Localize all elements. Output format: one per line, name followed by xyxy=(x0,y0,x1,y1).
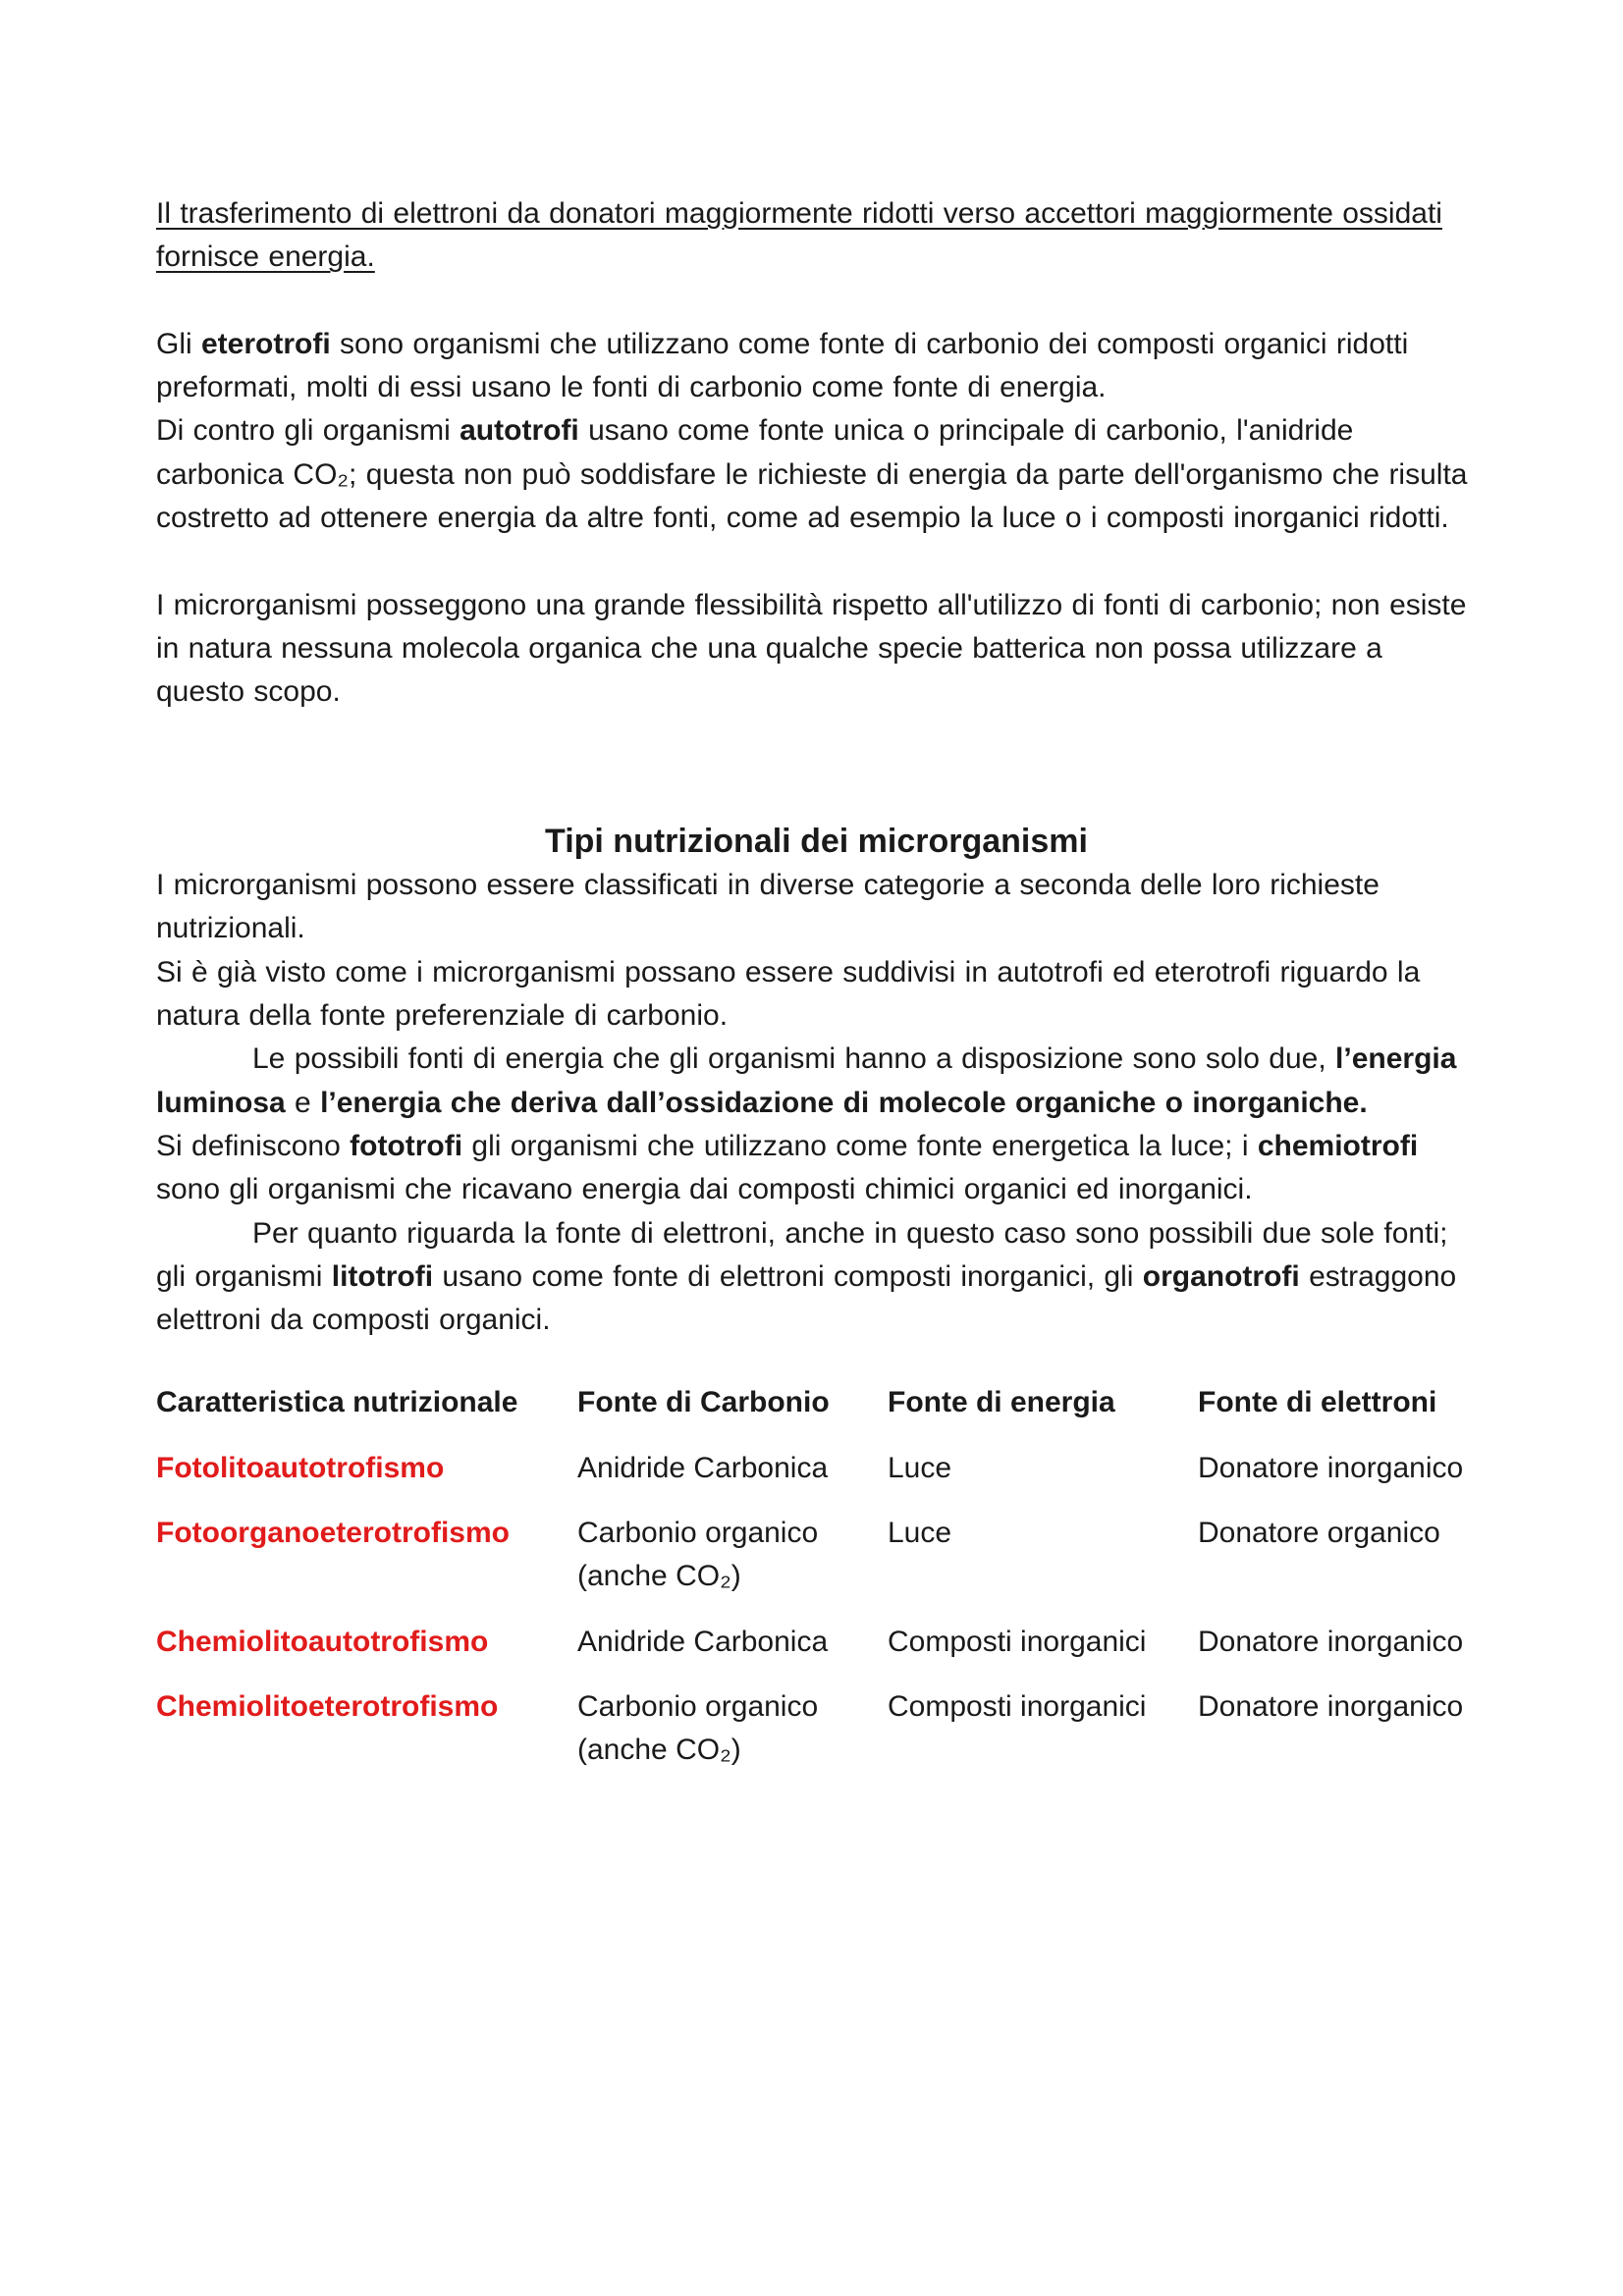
table-header-row xyxy=(156,1381,1477,1446)
carbon-source: Carbonio organico (anche CO₂) xyxy=(577,1689,819,1767)
term-autotrofi: autotrofi xyxy=(460,414,579,448)
intro-underlined-sentence: Il trasferimento di elettroni da donatori maggiormente ridotti verso accettori maggiormente ossidati fornisce energia. xyxy=(156,197,1442,274)
spacer xyxy=(156,540,1477,583)
energy-source: Luce xyxy=(888,1451,952,1484)
text-run: Gli xyxy=(156,327,201,360)
text-run: usano come fonte unica o principale di carbonio, l'anidride carbonica CO₂; questa non può soddisfare le richieste di energia da parte dell'organismo che risulta costretto ad ottenere energia da altre fonti, come ad esempio la luce o i composti inorganici ridotti. xyxy=(156,414,1468,535)
text-run: usano come fonte di elettroni composti inorganici, gli xyxy=(433,1259,1143,1293)
electron-source: Donatore organico xyxy=(1198,1517,1440,1550)
paragraph-flessibilita: I microrganismi posseggono una grande flessibilità rispetto all'utilizzo di fonti di carbonio; non esiste in natura nessuna molecola organica che una qualche specie batterica non possa utilizzare a questo scopo. xyxy=(156,588,1467,709)
table-row xyxy=(156,1621,1477,1685)
header-fonte-carbonio: Fonte di Carbonio xyxy=(577,1386,830,1419)
document-page xyxy=(156,192,1477,1794)
carbon-source: Anidride Carbonica xyxy=(577,1625,829,1658)
energy-source: Luce xyxy=(888,1517,952,1550)
carbon-source: Anidride Carbonica xyxy=(577,1451,829,1484)
nutritional-type: Fotoorganoeterotrofismo xyxy=(156,1517,510,1550)
paragraph-autotrofi xyxy=(156,409,1477,540)
nutritional-type: Fotolitoautotrofismo xyxy=(156,1451,445,1484)
text-run: gli organismi che utilizzano come fonte energetica la luce; i xyxy=(462,1129,1258,1162)
term-fototrofi: fototrofi xyxy=(350,1129,463,1162)
section-paragraph-1: I microrganismi possono essere classificati in diverse categorie a seconda delle loro richieste nutrizionali. xyxy=(156,869,1380,945)
term-energia-ossidazione: l’energia che deriva dall’ossidazione di molecole organiche o inorganiche. xyxy=(320,1086,1368,1119)
electron-source: Donatore inorganico xyxy=(1198,1625,1464,1658)
text-run: estraggono elettroni da composti organici. xyxy=(156,1259,1457,1337)
header-caratteristica: Caratteristica nutrizionale xyxy=(156,1386,518,1419)
text-run: sono organismi che utilizzano come fonte di carbonio dei composti organici ridotti preformati, molti di essi usano le fonti di carbonio come fonte di energia. xyxy=(156,327,1409,404)
header-fonte-elettroni: Fonte di elettroni xyxy=(1198,1386,1437,1419)
section-paragraph-2: Si è già visto come i microrganismi possano essere suddivisi in autotrofi ed eterotrofi riguardo la natura della fonte preferenziale di carbonio. xyxy=(156,955,1421,1033)
text-run: Per quanto riguarda la fonte di elettroni, anche in questo caso sono possibili due sole fonti; gli organismi xyxy=(156,1216,1448,1293)
table-row xyxy=(156,1685,1477,1794)
nutrition-types-table xyxy=(156,1381,1477,1793)
electron-source: Donatore inorganico xyxy=(1198,1689,1464,1723)
text-run: e xyxy=(285,1086,321,1119)
text-run: Le possibili fonti di energia che gli organismi hanno a disposizione sono solo due, xyxy=(252,1042,1336,1076)
spacer xyxy=(156,758,1477,801)
term-organotrofi: organotrofi xyxy=(1142,1259,1300,1293)
carbon-source: Carbonio organico (anche CO₂) xyxy=(577,1517,819,1593)
spacer xyxy=(156,280,1477,323)
electron-source: Donatore inorganico xyxy=(1198,1451,1464,1484)
section-title: Tipi nutrizionali dei microrganismi xyxy=(545,823,1088,861)
term-litotrofi: litotrofi xyxy=(331,1259,434,1293)
table-row xyxy=(156,1512,1477,1621)
text-run: sono gli organismi che ricavano energia dai composti chimici organici ed inorganici. xyxy=(156,1173,1253,1206)
paragraph-eterotrofi xyxy=(156,323,1477,410)
term-energia-luminosa: l’energia luminosa xyxy=(156,1042,1457,1119)
header-fonte-energia: Fonte di energia xyxy=(888,1386,1115,1419)
text-run: Si definiscono xyxy=(156,1129,351,1162)
spacer xyxy=(156,715,1477,758)
section-paragraph-energia xyxy=(156,1038,1477,1125)
section-paragraph-elettroni xyxy=(156,1212,1477,1343)
term-eterotrofi: eterotrofi xyxy=(201,327,331,360)
nutritional-type: Chemiolitoautotrofismo xyxy=(156,1625,489,1658)
section-paragraph-fototrofi xyxy=(156,1125,1477,1212)
term-chemiotrofi: chemiotrofi xyxy=(1257,1129,1419,1162)
nutritional-type: Chemiolitoeterotrofismo xyxy=(156,1689,499,1723)
energy-source: Composti inorganici xyxy=(888,1625,1147,1658)
energy-source: Composti inorganici xyxy=(888,1689,1147,1723)
text-run: Di contro gli organismi xyxy=(156,414,460,448)
table-row xyxy=(156,1447,1477,1512)
